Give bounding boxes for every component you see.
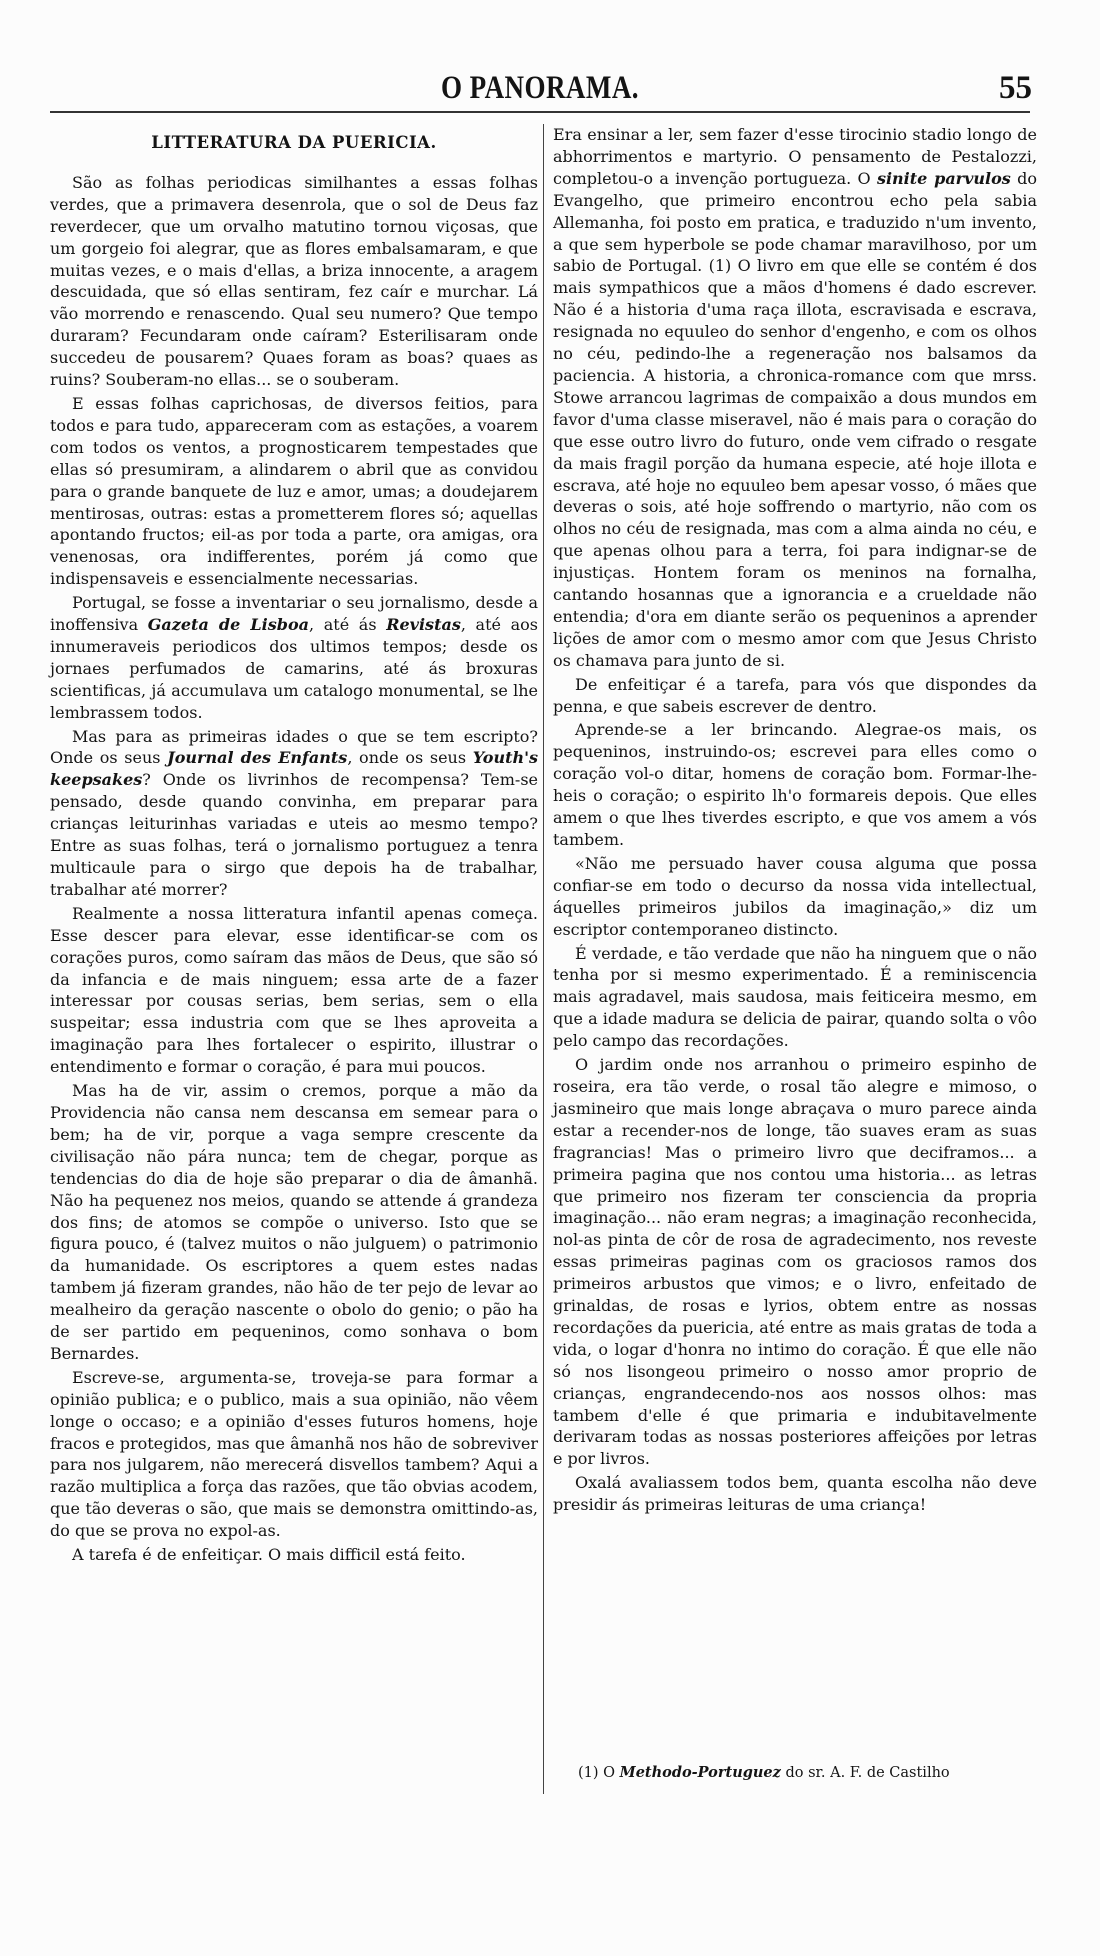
- masthead: [0, 70, 1100, 110]
- italic-title: Youth's keepsakes: [50, 748, 538, 790]
- paragraph: O jardim onde nos arranhou o primeiro espinho de roseira, era tão verde, o rosal tão alegre e mimoso, o jasmineiro que mais longe abraçava o muro parece ainda estar a recender-nos de longe, tão suaves eram as suas fragrancias! Mas o primeiro livro que deciframos... a primeira pagina que nos contou uma historia... as letras que primeiro nos fizeram ter consciencia da propria imaginação... não eram negras; a imaginação reconhecida, nol-as pinta de côr de rosa de agradecimento, nos reveste essas primeiras paginas com os graciosos ramos dos primeiros arbustos que vimos; e o livro, enfeitado de grinaldas, de rosas e lyrios, obtem entre as nossas recordações da puericia, até entre as mais gratas de toda a vida, o logar d'honra no intimo do coração. É que elle não só nos lisongeou primeiro o nosso amor proprio de crianças, engrandecendo-nos aos nossos olhos: mas tambem d'elle é que primaria e indubitavelmente derivaram todas as nossas posteriores affeições por letras e por livros.: [553, 1055, 1037, 1469]
- italic-title: Revistas: [386, 615, 461, 635]
- text: Mas para as primeiras idades o que se tem escripto? Onde os seus: [50, 726, 538, 768]
- paragraph: Aprende-se a ler brincando. Alegrae-os mais, os pequeninos, instruindo-os; escrevei para elles como o coração vol-o ditar, homens de coração bom. Formar-lhe-heis o coração; o espirito lh'o formareis depois. Que elles amem o que lhes tiverdes escripto, e que vos amem a vós tambem.: [553, 720, 1037, 849]
- article-title: LITTERATURA DA PUERICIA.: [151, 133, 437, 152]
- page-number: 55: [999, 70, 1032, 106]
- paragraph: [553, 124, 1037, 672]
- paragraph: De enfeitiçar é a tarefa, para vós que dispondes da penna, e que sabeis escrever de dentro.: [553, 674, 1037, 716]
- text: Portugal, se fosse a inventariar o seu jornalismo, desde a inoffensiva: [50, 593, 538, 635]
- paragraph: E essas folhas caprichosas, de diversos feitios, para todos e para tudo, appareceram com as estações, a voarem com todos os ventos, a prognosticarem tempestades que ellas só presumiram, a alindarem o abril que as convidou para o grande banquete de luz e amor, umas; a doudejarem mentirosas, outras: estas a prometterem flores só; aquellas apontando fructos; eil-as por toda a parte, ora amigas, ora venenosas, ora indifferentes, porém já como que indispensaveis e essencialmente necessarias.: [50, 393, 538, 589]
- text: Era ensinar a ler, sem fazer d'esse tirocinio stadio longo de abhorrimentos e martyrio. O pensamento de Pestalozzi, completou-o a invenção portugueza. O: [553, 125, 1037, 188]
- italic-title: Gazeta de Lisboa: [147, 615, 309, 635]
- italic-title: Journal des Enfants: [167, 748, 348, 768]
- footnote: [578, 1764, 950, 1781]
- newspaper-title: O PANORAMA.: [441, 70, 639, 106]
- paragraph: É verdade, e tão verdade que não ha ninguem que o não tenha por si mesmo experimentado. É a reminiscencia mais agradavel, mais saudosa, mais feiticeira mesmo, em que a idade madura se delicia de pairar, quando solta o vôo pelo campo das recordações.: [553, 943, 1037, 1051]
- right-column: [553, 124, 1037, 1516]
- paragraph: Mas ha de vir, assim o cremos, porque a mão da Providencia não cansa nem descansa em semear para o bem; ha de vir, porque a vaga sempre crescente da civilisação não pára nunca; tem de chegar, porque as tendencias do dia de hoje são preparar o dia de âmanhã. Não ha pequenez nos meios, quando se attende á grandeza dos fins; de atomos se compõe o universo. Isto que se figura pouco, é (talvez muitos o não julguem) o patrimonio da humanidade. Os escriptores a quem estes nadas tambem já fizeram grandes, não hão de ter pejo de levar ao mealheiro da geração nascente o obolo do genio; o pão ha de ser partido em pequeninos, como sonhava o bom Bernardes.: [50, 1081, 538, 1363]
- paragraph: Realmente a nossa litteratura infantil apenas começa. Esse descer para elevar, esse identificar-se com os corações puros, como saíram das mãos de Deus, que são só da infancia e de mais ninguem; essa arte de a fazer interessar por cousas serias, bem serias, sem o ella suspeitar; essa industria com que se lhes aproveita a imaginação para lhes fortalecer o espirito, illustrar o entendimento e formar o coração, é para mui poucos.: [50, 903, 538, 1077]
- paragraph: [50, 726, 538, 901]
- italic-title: Methodo-Portuguez: [619, 1764, 781, 1781]
- paragraph: São as folhas periodicas similhantes a essas folhas verdes, que a primavera desenrola, que o sol de Deus faz reverdecer, que um orvalho matutino tornou viçosas, que um gorgeio foi alegrar, que as flores embalsamaram, e que muitas vezes, e o mais d'ellas, a briza innocente, a aragem descuidada, que só ellas sentiram, fez caír e murchar. Lá vão morrendo e renascendo. Qual seu numero? Que tempo duraram? Fecundaram onde caíram? Esterilisaram onde succedeu de pousarem? Quaes foram as boas? quaes as ruins? Souberam-no ellas... se o souberam.: [50, 172, 538, 390]
- paragraph: «Não me persuado haver cousa alguma que possa confiar-se em todo o decurso da nossa vida intellectual, áquelles primeiros jubilos da imaginação,» diz um escriptor contemporaneo distincto.: [553, 853, 1037, 939]
- paragraph: A tarefa é de enfeitiçar. O mais difficil está feito.: [72, 1545, 466, 1565]
- text: (1) O: [578, 1765, 620, 1781]
- left-column: [50, 124, 538, 1566]
- header-rule: [50, 111, 1030, 113]
- text: do Evangelho, que primeiro encontrou echo pela sabia Allemanha, foi posto em pratica, e traduzido n'um invento, a que sem hyperbole se pode chamar maravilhoso, por um sabio de Portugal. (1) O livro em que elle se contém é dos mais sympathicos que a mãos d'homens é dado escrever. Não é a historia d'uma raça illota, escravisada e escrava, resignada no equuleo do senhor d'engenho, e com os olhos no céu, pedindo-lhe a regeneração nos balsamos da paciencia. A historia, a chronica-romance com que mrss. Stowe arrancou lagrimas de compaixão a dous mundos em favor d'uma classe miseravel, não é mais para o coração do que esse outro livro do futuro, onde vem cifrado o resgate da mais fragil porção da humana especie, até hoje illota e escrava, até hoje no equuleo bem apesar vosso, ó mães que deveras o sois, até hoje soffrendo o martyrio, não com os olhos no céu de resignada, mas com a alma ainda no céu, e que apenas olhou para a terra, foi para indignar-se de injustiças. Hontem foram os meninos na fornalha, cantando hosannas que a ignorancia e a crueldade não entendia; d'ora em diante serão os pequeninos a aprender lições de amor com o mesmo amor com que Jesus Christo os chamava para junto de si.: [553, 168, 1038, 670]
- text: ? Onde os livrinhos de recompensa? Tem-se pensado, desde quando convinha, em preparar para crianças leiturinhas variadas e uteis ao mesmo tempo? Entre as suas folhas, terá o jornalismo portuguez a tenra multicaule para o sirgo que depois ha de trabalhar, trabalhar até morrer?: [50, 770, 538, 899]
- paragraph: Oxalá avaliassem todos bem, quanta escolha não deve presidir ás primeiras leituras de uma criança!: [553, 1473, 1037, 1515]
- text: do sr. A. F. de Castilho: [780, 1765, 950, 1781]
- paragraph: [50, 592, 538, 723]
- text: , até aos innumeraveis periodicos dos ultimos tempos; desde os jornaes perfumados de camarins, até ás broxuras scientificas, já accumulava um catalogo monumental, se lhe lembrassem todos.: [50, 615, 539, 722]
- column-divider: [543, 124, 544, 1794]
- text: , onde os seus: [347, 748, 473, 768]
- text: , até ás: [309, 615, 387, 635]
- paragraph: Escreve-se, argumenta-se, troveja-se para formar a opinião publica; e o publico, mais a sua opinião, não vêem longe o occaso; e a opinião d'esses futuros homens, hoje fracos e protegidos, mas que âmanhã nos hão de sobreviver para nos julgarem, não merecerá disvellos tambem? Aqui a razão multiplica a força das razões, que tão obvias acodem, que tão deveras o são, que mais se demonstra omittindo-as, do que se prova no expol-as.: [50, 1367, 538, 1541]
- italic-phrase: sinite parvulos: [876, 168, 1011, 188]
